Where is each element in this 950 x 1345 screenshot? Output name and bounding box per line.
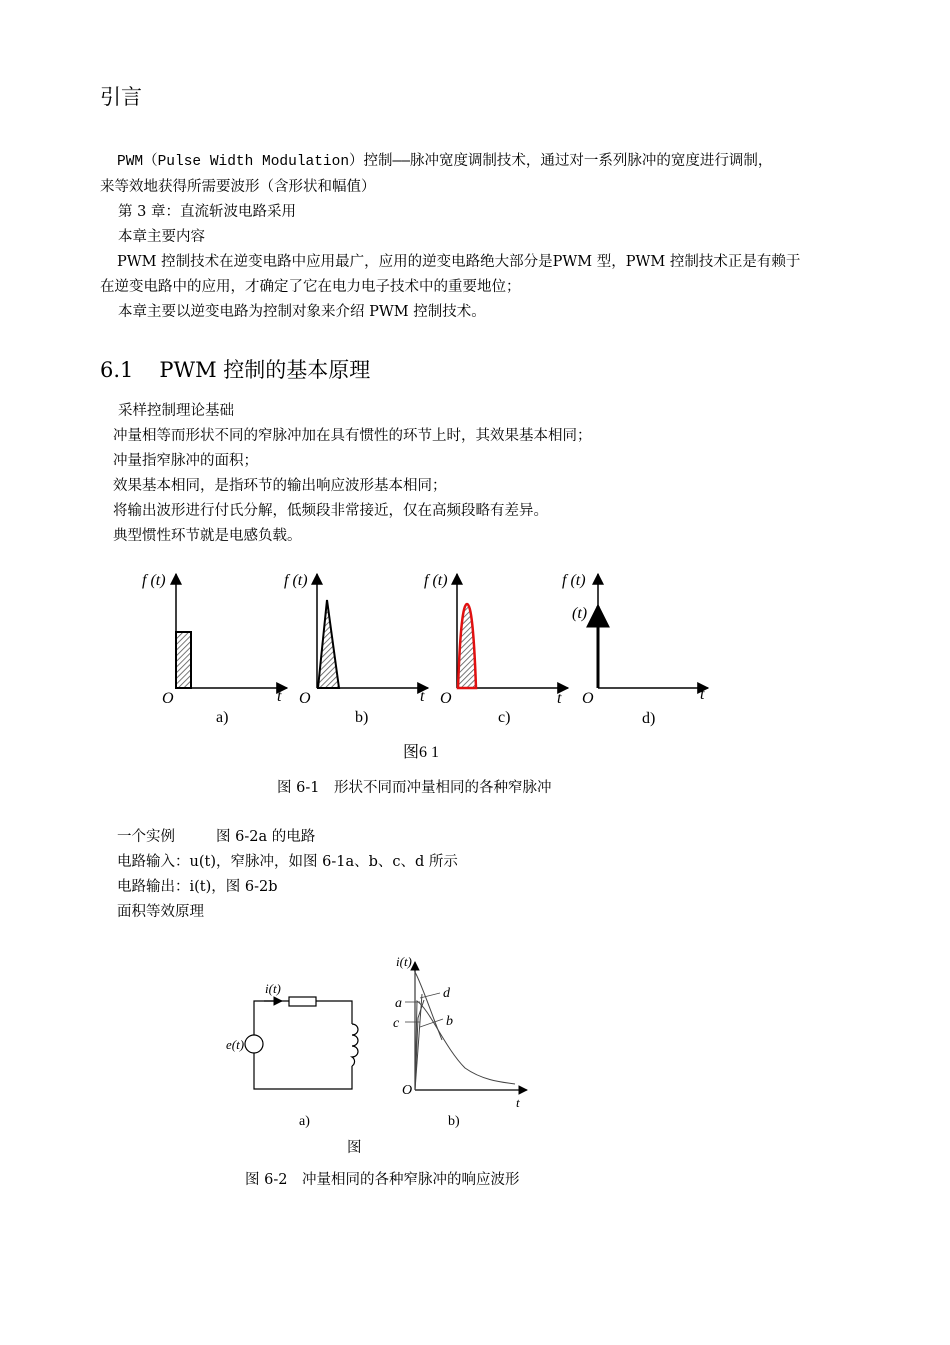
panel-d-x-label: t — [700, 686, 705, 703]
panel-a-origin: O — [162, 690, 174, 707]
intro-paragraph-1-line-2: 来等效地获得所需要波形（含形状和幅值） — [100, 179, 376, 195]
panel-c-x-label: t — [557, 690, 562, 707]
example-line-4: 面积等效原理 — [117, 904, 204, 920]
heading-intro: 引言 — [100, 85, 142, 109]
section-line-6: 典型惯性环节就是电感负载。 — [113, 528, 302, 544]
intro-paragraph-3: 本章主要内容 — [118, 229, 205, 245]
response-tag: b) — [448, 1114, 460, 1129]
section-line-3: 冲量指窄脉冲的面积； — [113, 453, 258, 469]
circuit-tag: a) — [299, 1114, 310, 1129]
circuit-wire-top-right — [316, 1001, 352, 1024]
figure-6-2-caption: 图 6-2 冲量相同的各种窄脉冲的响应波形 — [245, 1172, 520, 1188]
intro-paragraph-5: 本章主要以逆变电路为控制对象来介绍 PWM 控制技术。 — [118, 304, 486, 320]
section-line-2: 冲量相等而形状不同的窄脉冲加在具有惯性的环节上时，其效果基本相同； — [113, 428, 592, 444]
circuit-wire — [254, 1001, 352, 1089]
panel-a-x-label: t — [277, 688, 282, 705]
example-line-3: 电路输出：i(t)，图 6-2b — [117, 879, 278, 895]
response-label-a: a — [395, 996, 402, 1011]
panel-d-tag: d) — [642, 710, 656, 727]
example-line-2: 电路输入：u(t)，窄脉冲，如图 6-1a、b、c、d 所示 — [117, 854, 458, 870]
response-label-d: d — [443, 986, 450, 1001]
response-curve-a — [415, 1001, 515, 1090]
figure-6-2-circuit — [226, 981, 358, 1129]
panel-b-y-label: f (t) — [284, 572, 308, 589]
intro-paragraph-2: 第 3 章：直流斩波电路采用 — [118, 204, 296, 220]
circuit-current-label: i(t) — [265, 981, 281, 996]
panel-a-y-label: f (t) — [142, 572, 166, 589]
response-pointer-b — [420, 1019, 443, 1027]
response-label-b: b — [446, 1014, 453, 1029]
section-line-4: 效果基本相同，是指环节的输出响应波形基本相同； — [113, 478, 447, 494]
figure-6-2-response — [393, 954, 527, 1129]
panel-d-y-label: f (t) — [562, 572, 586, 589]
panel-c-y-label: f (t) — [424, 572, 448, 589]
panel-b-tag: b) — [355, 709, 369, 726]
panel-d-origin: O — [582, 690, 594, 707]
inductor — [352, 1024, 358, 1066]
section-line-5: 将输出波形进行付氏分解，低频段非常接近，仅在高频段略有差异。 — [113, 503, 548, 519]
response-origin: O — [402, 1083, 413, 1098]
circuit-source-label: e(t) — [226, 1037, 245, 1052]
figure-6-1-inner-caption: 图6 1 — [403, 744, 440, 761]
panel-a-tag: a) — [216, 709, 229, 726]
panel-d-impulse-label: (t) — [572, 605, 588, 622]
panel-c-origin: O — [440, 690, 452, 707]
response-label-c: c — [393, 1016, 400, 1031]
response-x-label: t — [516, 1095, 520, 1110]
section-title: PWM 控制的基本原理 — [159, 358, 371, 382]
figure-6-1-caption: 图 6-1 形状不同而冲量相同的各种窄脉冲 — [277, 780, 552, 796]
response-pointer-d — [420, 993, 440, 998]
panel-b-origin: O — [299, 690, 311, 707]
section-number: 6.1 — [100, 358, 134, 382]
intro-paragraph-4-line-1: PWM 控制技术在逆变电路中应用最广，应用的逆变电路绝大部分是PWM 型，PWM 控制技术正是有赖于 — [117, 254, 801, 270]
panel-c-tag: c) — [498, 709, 511, 726]
intro-paragraph-1-line-1: PWM（Pulse Width Modulation）控制——脉冲宽度调制技术，通过对一系列脉冲的宽度进行调制， — [117, 154, 773, 170]
voltage-source — [245, 1035, 263, 1053]
example-figure-ref: 图 6-2a 的电路 — [216, 829, 316, 845]
panel-b-x-label: t — [420, 688, 425, 705]
section-line-1: 采样控制理论基础 — [118, 403, 234, 419]
example-label: 一个实例 — [117, 829, 175, 845]
figure-6-2-inner-caption: 图 — [347, 1140, 362, 1156]
intro-paragraph-4-line-2: 在逆变电路中的应用，才确定了它在电力电子技术中的重要地位； — [100, 279, 521, 295]
resistor — [289, 997, 316, 1006]
response-y-label: i(t) — [396, 954, 412, 969]
